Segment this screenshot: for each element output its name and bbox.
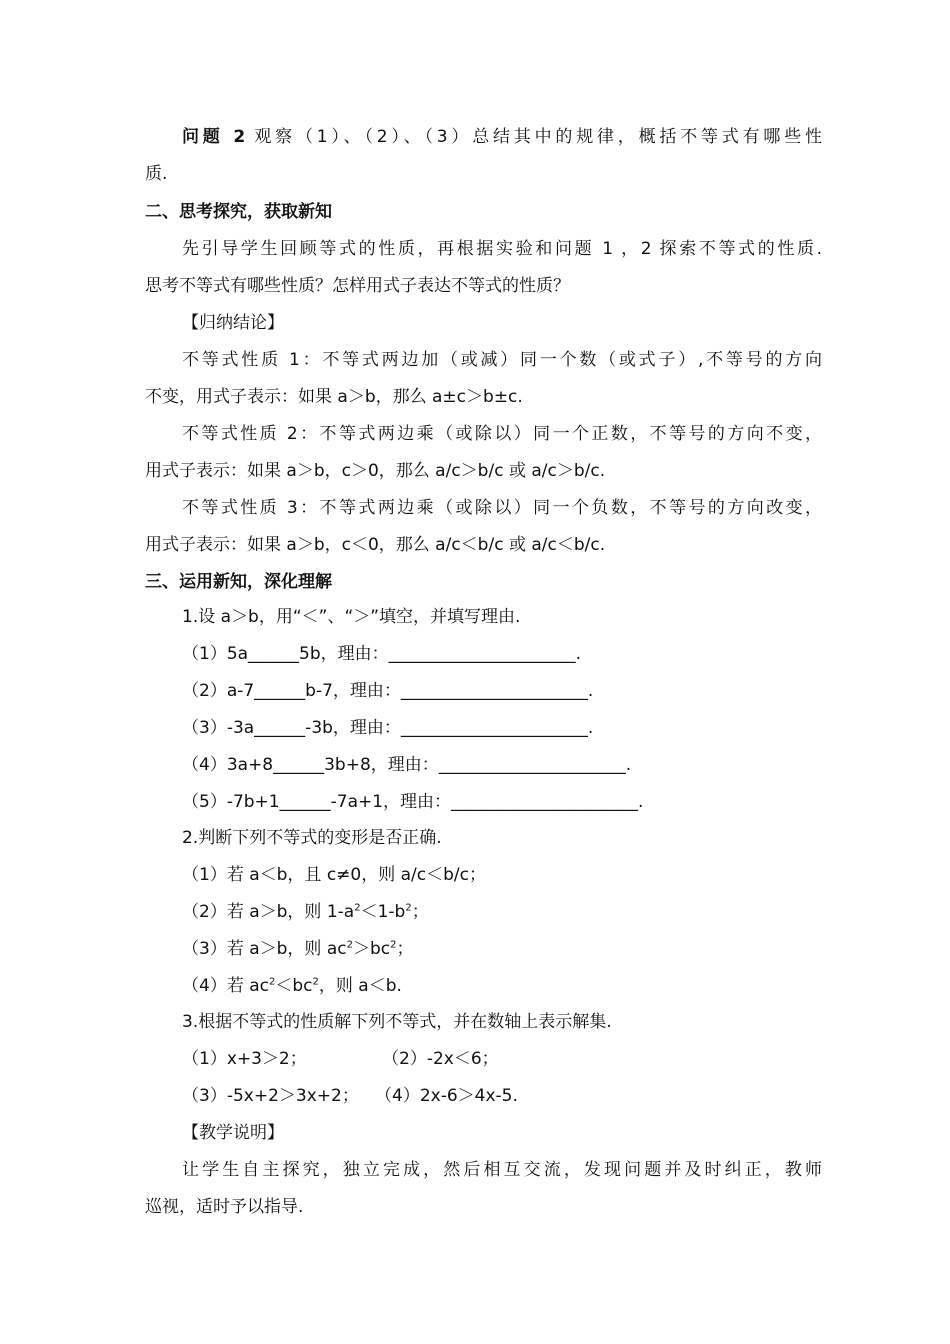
exercise-3-item-1: （1）x+3＞2； bbox=[182, 1049, 307, 1069]
exercise-2-item-4: （4）若 $ac^2<bc^2$，则 a＜b. bbox=[182, 976, 402, 996]
exercise-1-item: （3）-3a______-3b，理由：______________________. bbox=[182, 718, 594, 738]
section-2-paragraph-line1: 先引导学生回顾等式的性质，再根据实验和问题 1 ，2 探索不等式的性质. bbox=[182, 239, 822, 259]
section-2-heading: 二、思考探究，获取新知 bbox=[145, 202, 332, 222]
teaching-line2: 巡视，适时予以指导. bbox=[145, 1197, 304, 1217]
section-3-heading: 三、运用新知，深化理解 bbox=[145, 572, 332, 592]
exercise-3-item-4: （4）2x-6＞4x-5. bbox=[375, 1086, 518, 1106]
question-2-line2: 质. bbox=[145, 164, 168, 184]
exercise-2-intro: 2.判断下列不等式的变形是否正确. bbox=[182, 828, 442, 848]
teaching-label: 【教学说明】 bbox=[182, 1123, 284, 1143]
exercise-1-item: （5）-7b+1______-7a+1，理由：______________________. bbox=[182, 792, 644, 812]
exercise-3-row-1 bbox=[182, 1046, 822, 1072]
property-2-line2: 用式子表示：如果 a＞b，c＞0，那么 a/c＞b/c 或 a/c＞b/c. bbox=[145, 461, 606, 481]
exercise-3-intro: 3.根据不等式的性质解下列不等式，并在数轴上表示解集. bbox=[182, 1012, 612, 1032]
property-3-line2: 用式子表示：如果 a＞b，c＜0，那么 a/c＜b/c 或 a/c＜b/c. bbox=[145, 535, 606, 555]
exercise-1-item: （1）5a______5b，理由：______________________. bbox=[182, 644, 582, 664]
exercise-2-item-1: （1）若 a＜b，且 c≠0，则 a/c＜b/c； bbox=[182, 865, 486, 885]
property-1-line2: 不变，用式子表示：如果 a＞b，那么 a±c＞b±c. bbox=[145, 387, 523, 407]
exercise-3-item-2: （2）-2x＜6； bbox=[382, 1049, 499, 1069]
exercise-1-intro: 1.设 a＞b，用“＜”、“＞”填空，并填写理由. bbox=[182, 607, 521, 627]
exercise-3-row-2 bbox=[182, 1083, 822, 1109]
property-3-line1: 不等式性质 3：不等式两边乘（或除以）同一个负数，不等号的方向改变， bbox=[182, 498, 822, 518]
conclusion-label: 【归纳结论】 bbox=[182, 313, 284, 333]
exercise-1-item: （2）a-7______b-7，理由：______________________. bbox=[182, 681, 594, 701]
property-1-line1: 不等式性质 1：不等式两边加（或减）同一个数（或式子）,不等号的方向 bbox=[182, 350, 822, 370]
exercise-1-item: （4）3a+8______3b+8，理由：______________________. bbox=[182, 755, 632, 775]
teaching-line1: 让学生自主探究，独立完成，然后相互交流，发现问题并及时纠正，教师 bbox=[182, 1160, 822, 1180]
exercise-2-item-2: （2）若 a＞b，则 $1-a^2<1-b^2$； bbox=[182, 902, 429, 922]
question-2-label: 问题 2 bbox=[182, 127, 246, 147]
property-2-line1: 不等式性质 2：不等式两边乘（或除以）同一个正数，不等号的方向不变， bbox=[182, 424, 822, 444]
section-2-paragraph-line2: 思考不等式有哪些性质？怎样用式子表达不等式的性质？ bbox=[145, 276, 570, 296]
question-2-line1: 问题 2 观察（1）、（2）、（3）总结其中的规律，概括不等式有哪些性 bbox=[182, 127, 822, 147]
exercise-3-item-3: （3）-5x+2＞3x+2； bbox=[182, 1086, 359, 1106]
exercise-2-item-3: （3）若 a＞b，则 $ac^2>bc^2$； bbox=[182, 939, 414, 959]
